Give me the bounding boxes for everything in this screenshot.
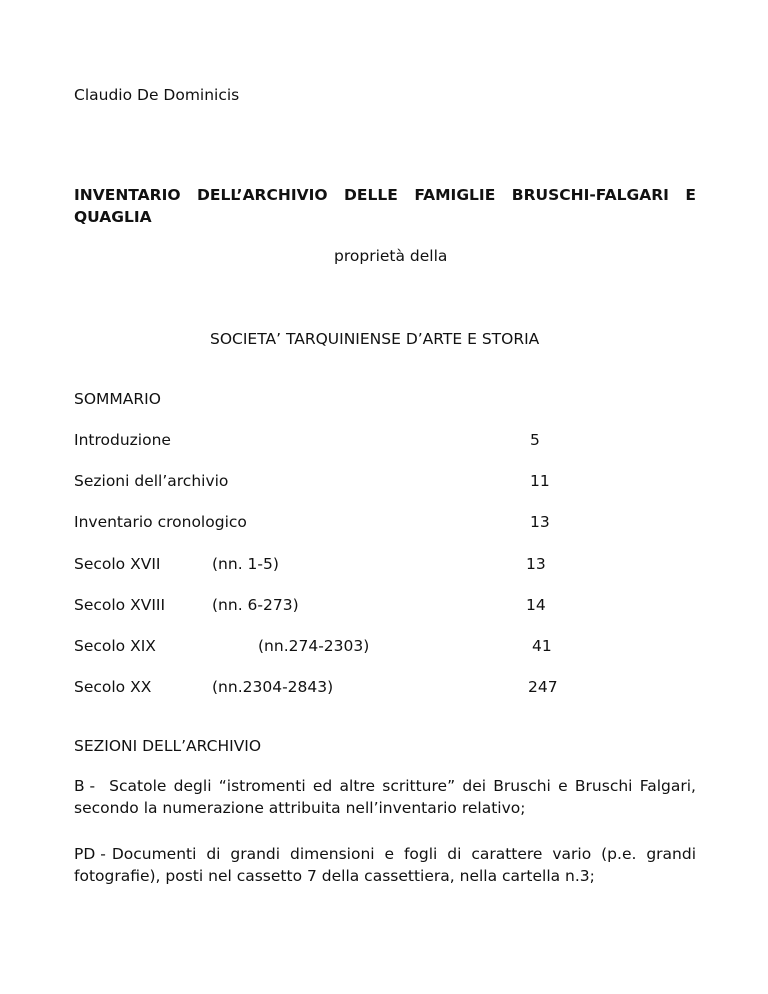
summary-range: (nn. 6-273) (212, 596, 299, 614)
section-code: B - (74, 777, 96, 795)
summary-label: Secolo XVIII (74, 596, 166, 614)
summary-range: (nn.274-2303) (258, 637, 370, 655)
society-name: SOCIETA’ TARQUINIENSE D’ARTE E STORIA (210, 330, 540, 348)
summary-range: (nn.2304-2843) (212, 678, 334, 696)
title-word: BRUSCHI-FALGARI (511, 186, 669, 204)
author-name: Claudio De Dominicis (74, 86, 240, 104)
title-word: E (685, 186, 696, 204)
summary-page: 41 (532, 637, 552, 655)
ownership-text: proprietà della (334, 247, 448, 265)
section-text: Scatole degli “istromenti ed altre scritture” dei Bruschi e Bruschi Falgari, secondo la numerazione attribuita nell’inventario relativo; (74, 777, 696, 817)
summary-label: Secolo XVII (74, 555, 161, 573)
summary-page: 13 (530, 513, 550, 531)
sections-heading: SEZIONI DELL’ARCHIVIO (74, 737, 262, 755)
section-code: PD - (74, 845, 106, 863)
summary-page: 247 (528, 678, 558, 696)
title-word: INVENTARIO (74, 186, 181, 204)
summary-label: Secolo XIX (74, 637, 156, 655)
summary-range: (nn. 1-5) (212, 555, 279, 573)
title-word: DELL’ARCHIVIO (197, 186, 328, 204)
summary-page: 5 (530, 431, 540, 449)
title-word: FAMIGLIE (414, 186, 496, 204)
section-item-b (74, 775, 696, 819)
summary-heading: SOMMARIO (74, 390, 161, 408)
title-line-1 (74, 186, 696, 204)
summary-page: 11 (530, 472, 550, 490)
section-text: Documenti di grandi dimensioni e fogli di carattere vario (p.e. grandi fotografie), posti nel cassetto 7 della cassettiera, nella cartella n.3; (74, 845, 696, 885)
summary-label: Inventario cronologico (74, 513, 247, 531)
title-word: DELLE (344, 186, 398, 204)
summary-page: 13 (526, 555, 546, 573)
summary-page: 14 (526, 596, 546, 614)
title-line-2: QUAGLIA (74, 208, 152, 226)
summary-label: Secolo XX (74, 678, 152, 696)
summary-label: Introduzione (74, 431, 171, 449)
summary-label: Sezioni dell’archivio (74, 472, 229, 490)
section-item-pd (74, 843, 696, 887)
